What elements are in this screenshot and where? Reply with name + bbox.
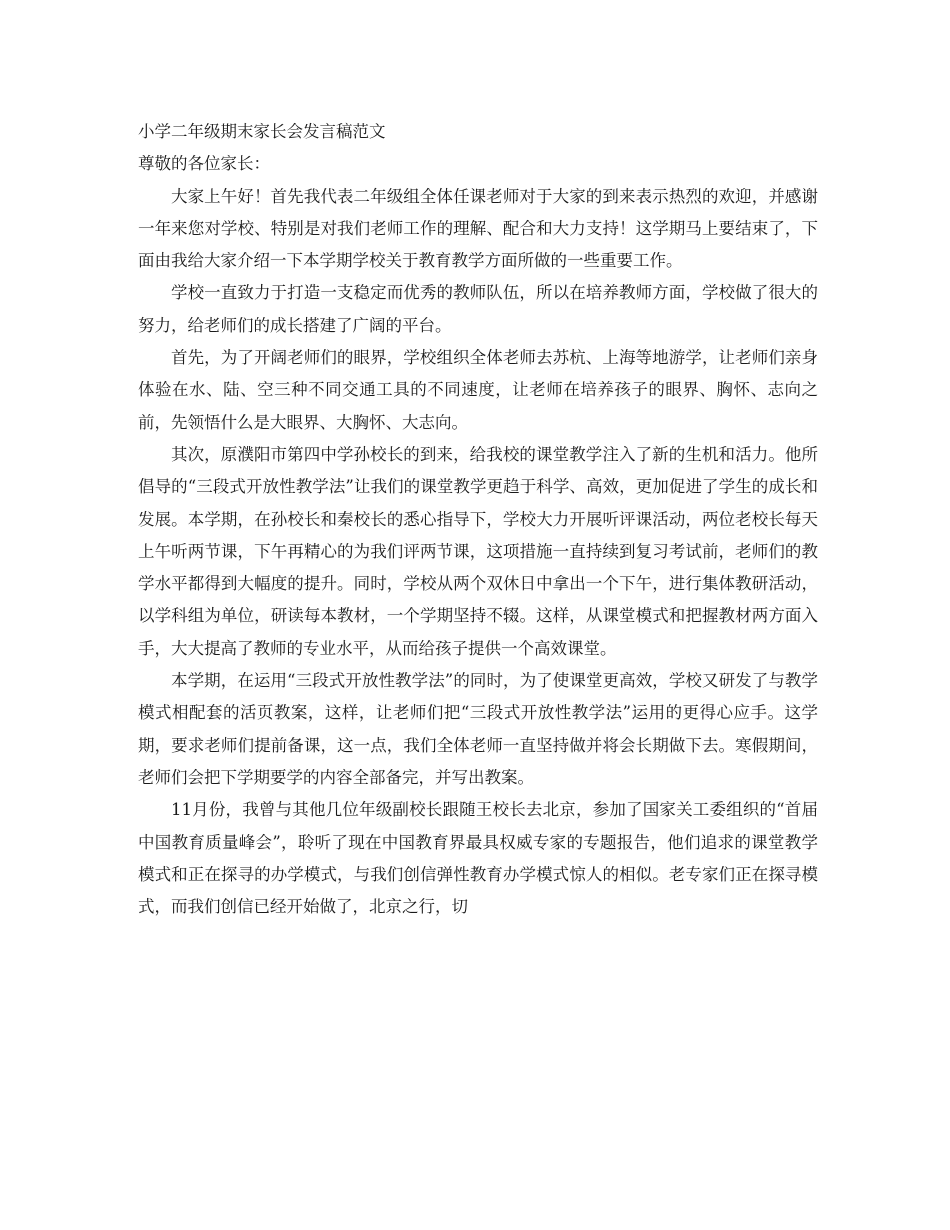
paragraph: 学校一直致力于打造一支稳定而优秀的教师队伍，所以在培养教师方面，学校做了很大的努力，给老师们的成长搭建了广阔的平台。 <box>138 283 818 335</box>
paragraph: 大家上午好！首先我代表二年级组全体任课老师对于大家的到来表示热烈的欢迎，并感谢一年来您对学校、特别是对我们老师工作的理解、配合和大力支持！这学期马上要结束了，下面由我给大家介绍一下本学期学校关于教育教学方面所做的一些重要工作。 <box>138 186 818 271</box>
paragraph: 11月份，我曾与其他几位年级副校长跟随王校长去北京，参加了国家关工委组织的“首届中国教育质量峰会”，聆听了现在中国教育界最具权威专家的专题报告，他们追求的课堂教学模式和正在探寻的办学模式，与我们创信弹性教育办学模式惊人的相似。老专家们正在探寻模式，而我们创信已经开始做了，北京之行，切 <box>138 800 818 917</box>
paragraph: 本学期，在运用“三段式开放性教学法”的同时，为了使课堂更高效，学校又研发了与教学模式相配套的活页教案，这样，让老师们把“三段式开放性教学法”运用的更得心应手。这学期，要求老师们提前备课，这一点，我们全体老师一直坚持做并将会长期做下去。寒假期间，老师们会把下学期要学的内容全部备完，并写出教案。 <box>138 671 818 787</box>
salutation: 尊敬的各位家长： <box>138 154 270 174</box>
paragraph: 其次，原濮阳市第四中学孙校长的到来，给我校的课堂教学注入了新的生机和活力。他所倡导的“三段式开放性教学法”让我们的课堂教学更趋于科学、高效，更加促进了学生的成长和发展。本学期，在孙校长和秦校长的悉心指导下，学校大力开展听评课活动，两位老校长每天上午听两节课，下午再精心的为我们评两节课，这项措施一直持续到复习考试前，老师们的教学水平都得到大幅度的提升。同时，学校从两个双休日中拿出一个下午，进行集体教研活动，以学科组为单位，研读每本教材，一个学期坚持不辍。这样，从课堂模式和把握教材两方面入手，大大提高了教师的专业水平，从而给孩子提供一个高效课堂。 <box>138 444 818 658</box>
paragraph: 首先，为了开阔老师们的眼界，学校组织全体老师去苏杭、上海等地游学，让老师们亲身体验在水、陆、空三种不同交通工具的不同速度，让老师在培养孩子的眼界、胸怀、志向之前，先领悟什么是大眼界、大胸怀、大志向。 <box>138 348 818 432</box>
document-page <box>138 116 818 923</box>
document-body <box>138 181 818 924</box>
document-title: 小学二年级期末家长会发言稿范文 <box>138 122 386 141</box>
